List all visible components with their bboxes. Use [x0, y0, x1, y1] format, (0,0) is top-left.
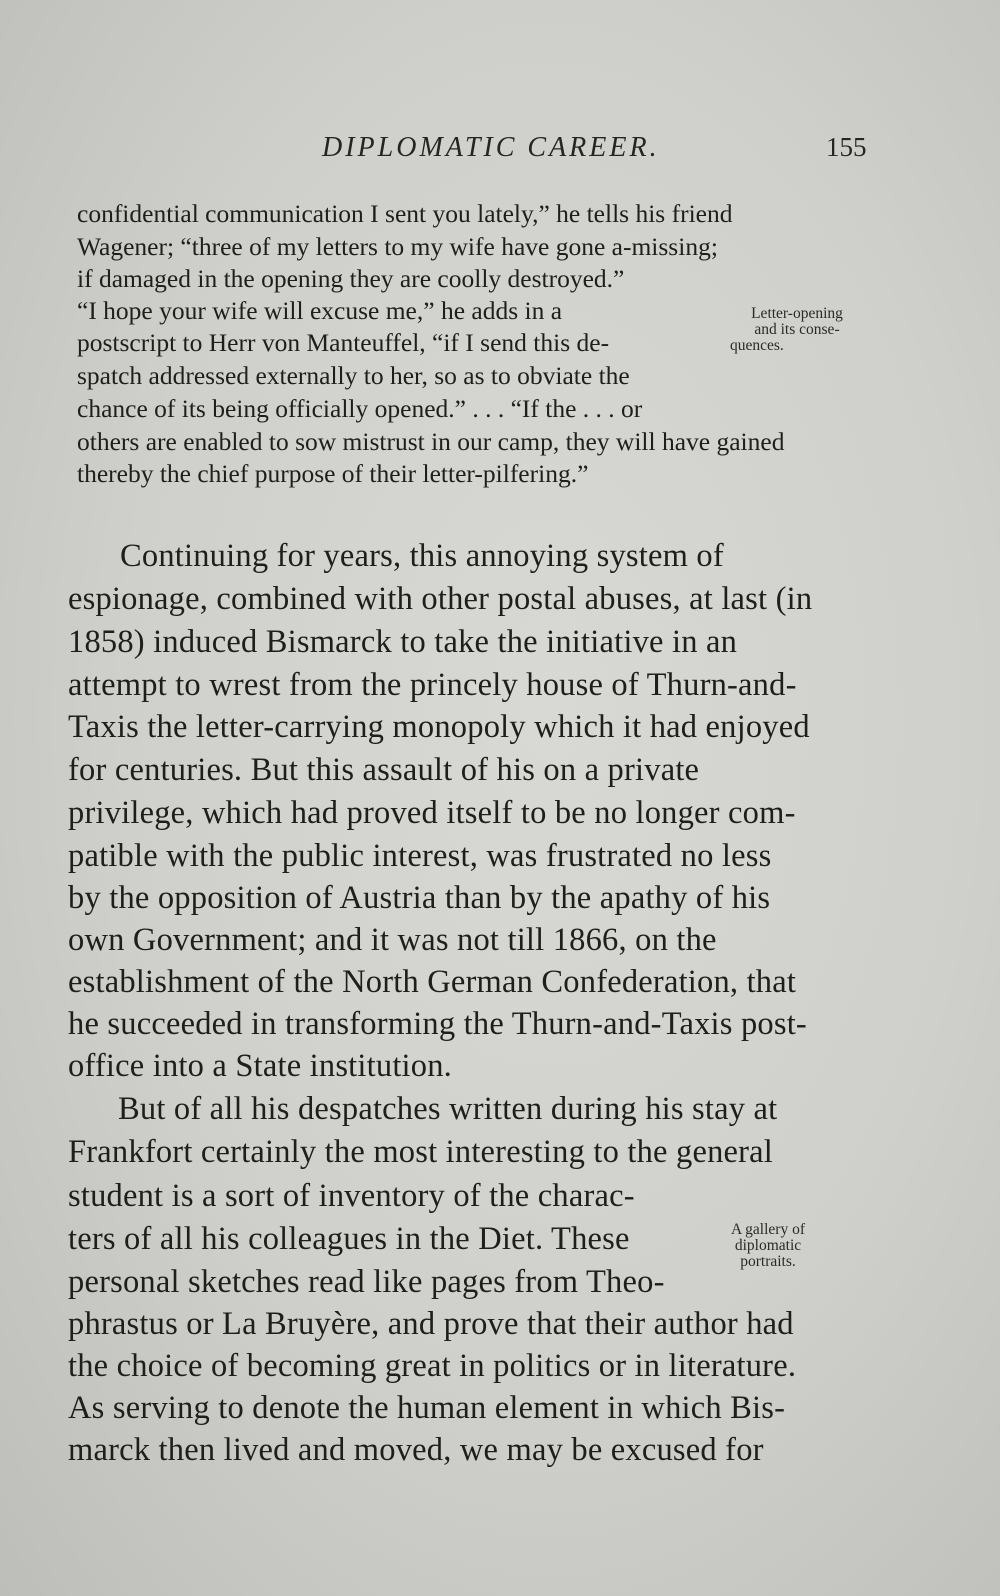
marginal-note-line: A gallery of	[730, 1221, 806, 1238]
quote-line: chance of its being officially opened.” . . . “If the . . . or	[77, 394, 643, 423]
body-line: office into a State institution.	[68, 1048, 453, 1084]
marginal-note-line: Letter-opening	[751, 305, 843, 322]
marginal-note-line: portraits.	[740, 1253, 796, 1270]
quote-line: postscript to Herr von Manteuffel, “if I send this de-	[77, 328, 610, 357]
marginal-note-letter-opening	[722, 306, 872, 354]
body-line: Continuing for years, this annoying system of	[120, 538, 724, 574]
running-title: DIPLOMATIC CAREER.	[322, 132, 660, 163]
body-line: espionage, combined with other postal abuses, at last (in	[68, 581, 813, 617]
body-line: student is a sort of inventory of the charac-	[68, 1178, 635, 1214]
marginal-note-line: diplomatic	[734, 1237, 802, 1254]
body-line: phrastus or La Bruyère, and prove that their author had	[68, 1306, 794, 1342]
quote-line: “I hope your wife will excuse me,” he adds in a	[77, 296, 563, 325]
quote-line: thereby the chief purpose of their letter-pilfering.”	[77, 459, 589, 488]
page-header	[0, 132, 1000, 172]
body-line: marck then lived and moved, we may be excused for	[68, 1432, 764, 1468]
marginal-note-line: quences.	[730, 337, 784, 354]
body-line: patible with the public interest, was frustrated no less	[68, 838, 772, 874]
body-line: own Government; and it was not till 1866, on the	[68, 922, 717, 958]
quote-line: spatch addressed externally to her, so as to obviate the	[77, 361, 630, 390]
body-line: 1858) induced Bismarck to take the initiative in an	[68, 624, 738, 660]
marginal-note-line: and its conse-	[754, 321, 840, 338]
page-number: 155	[826, 132, 867, 162]
quote-line: others are enabled to sow mistrust in our camp, they will have gained	[77, 427, 785, 456]
body-line: he succeeded in transforming the Thurn-and-Taxis post-	[68, 1006, 807, 1042]
quote-line: Wagener; “three of my letters to my wife have gone a-missing;	[77, 232, 718, 261]
quote-line: if damaged in the opening they are coolly destroyed.”	[77, 264, 625, 293]
body-line: privilege, which had proved itself to be no longer com-	[68, 795, 796, 831]
body-line: But of all his despatches written during his stay at	[118, 1091, 778, 1127]
body-line: by the opposition of Austria than by the apathy of his	[68, 880, 771, 916]
marginal-note-gallery	[698, 1222, 838, 1270]
body-line: ters of all his colleagues in the Diet. These	[68, 1221, 630, 1257]
body-line: Taxis the letter-carrying monopoly which it had enjoyed	[68, 709, 810, 745]
body-line: for centuries. But this assault of his on a private	[68, 752, 700, 788]
body-line: the choice of becoming great in politics or in literature.	[68, 1348, 797, 1384]
body-line: As serving to denote the human element in which Bis-	[68, 1390, 786, 1426]
body-line: Frankfort certainly the most interesting to the general	[68, 1134, 774, 1170]
quote-line: confidential communication I sent you lately,” he tells his friend	[77, 199, 733, 228]
body-line: establishment of the North German Confederation, that	[68, 964, 797, 1000]
body-line: personal sketches read like pages from Theo-	[68, 1264, 665, 1300]
body-line: attempt to wrest from the princely house of Thurn-and-	[68, 667, 797, 703]
